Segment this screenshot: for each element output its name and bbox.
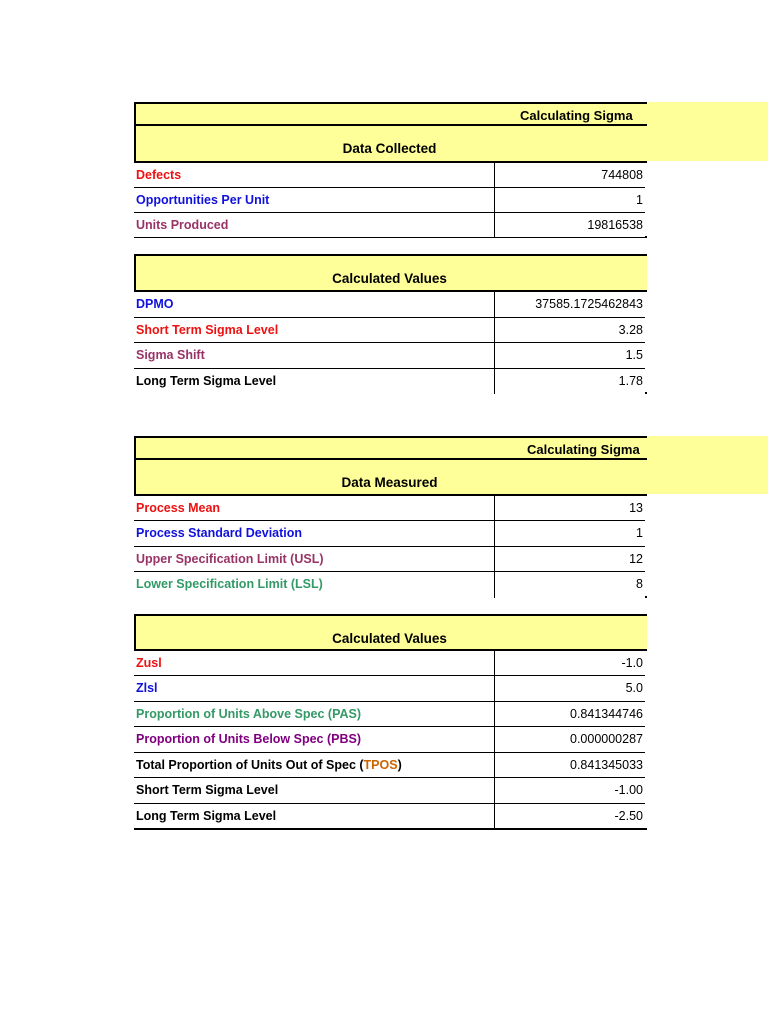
table-row xyxy=(134,727,645,753)
label-prefix: Total Proportion of Units Out of Spec ( xyxy=(136,758,364,772)
table-row xyxy=(134,369,645,394)
table-row xyxy=(134,496,645,521)
row-value: -1.00 xyxy=(614,783,643,797)
row-label: Short Term Sigma Level xyxy=(134,778,495,803)
table-row xyxy=(134,163,645,188)
section-title: Data Measured xyxy=(341,475,438,490)
row-label-tpos xyxy=(134,753,495,777)
row-value: 37585.1725462843 xyxy=(535,297,643,311)
row-value: -2.50 xyxy=(614,809,643,823)
row-value: 1 xyxy=(636,526,643,540)
table-row xyxy=(134,753,645,778)
row-label: Process Standard Deviation xyxy=(134,521,495,546)
table-title: Calculating Sigma xyxy=(520,108,633,123)
row-label: Zusl xyxy=(134,651,495,675)
row-label: Sigma Shift xyxy=(134,343,495,368)
row-label: Proportion of Units Below Spec (PBS) xyxy=(134,727,495,752)
label-suffix: ) xyxy=(397,758,402,772)
row-label: Process Mean xyxy=(134,496,495,520)
table-row xyxy=(134,778,645,804)
section-title: Calculated Values xyxy=(332,631,447,646)
row-value: 0.841345033 xyxy=(570,758,643,772)
row-value: 1.5 xyxy=(625,348,643,362)
section-title: Calculated Values xyxy=(332,271,447,286)
row-value: 3.28 xyxy=(618,323,643,337)
table-row xyxy=(134,702,645,727)
table-row xyxy=(134,521,645,547)
table-row xyxy=(134,292,645,318)
row-label: Long Term Sigma Level xyxy=(134,369,495,394)
row-label: Upper Specification Limit (USL) xyxy=(134,547,495,571)
table-row xyxy=(134,651,645,676)
row-label: DPMO xyxy=(134,292,495,317)
table-clip xyxy=(134,102,647,394)
row-label: Long Term Sigma Level xyxy=(134,804,495,828)
table-clip xyxy=(134,436,647,830)
table-row xyxy=(134,804,645,828)
table-row xyxy=(134,676,645,702)
row-value: 8 xyxy=(636,577,643,591)
row-value: 1.78 xyxy=(618,374,643,388)
table-row xyxy=(134,318,645,343)
row-value: 5.0 xyxy=(625,681,643,695)
row-value: 0.000000287 xyxy=(570,732,643,746)
row-label: Zlsl xyxy=(134,676,495,701)
table-row xyxy=(134,188,645,213)
table-row xyxy=(134,547,645,572)
row-label: Proportion of Units Above Spec (PAS) xyxy=(134,702,495,726)
row-value: 12 xyxy=(629,552,643,566)
row-value: 744808 xyxy=(601,168,643,182)
row-value: 1 xyxy=(636,193,643,207)
row-label: Defects xyxy=(134,163,495,187)
row-label: Units Produced xyxy=(134,213,495,237)
tpos-highlight: TPOS xyxy=(363,758,398,772)
row-value: 13 xyxy=(629,501,643,515)
table-row xyxy=(134,572,645,598)
table-row xyxy=(134,213,645,238)
row-label: Lower Specification Limit (LSL) xyxy=(134,572,495,598)
section-title: Data Collected xyxy=(342,141,437,156)
row-value: -1.0 xyxy=(621,656,643,670)
row-value: 0.841344746 xyxy=(570,707,643,721)
row-label: Short Term Sigma Level xyxy=(134,318,495,342)
row-label: Opportunities Per Unit xyxy=(134,188,495,212)
table-row xyxy=(134,343,645,369)
table-title: Calculating Sigma xyxy=(527,442,640,457)
row-value: 19816538 xyxy=(587,218,643,232)
